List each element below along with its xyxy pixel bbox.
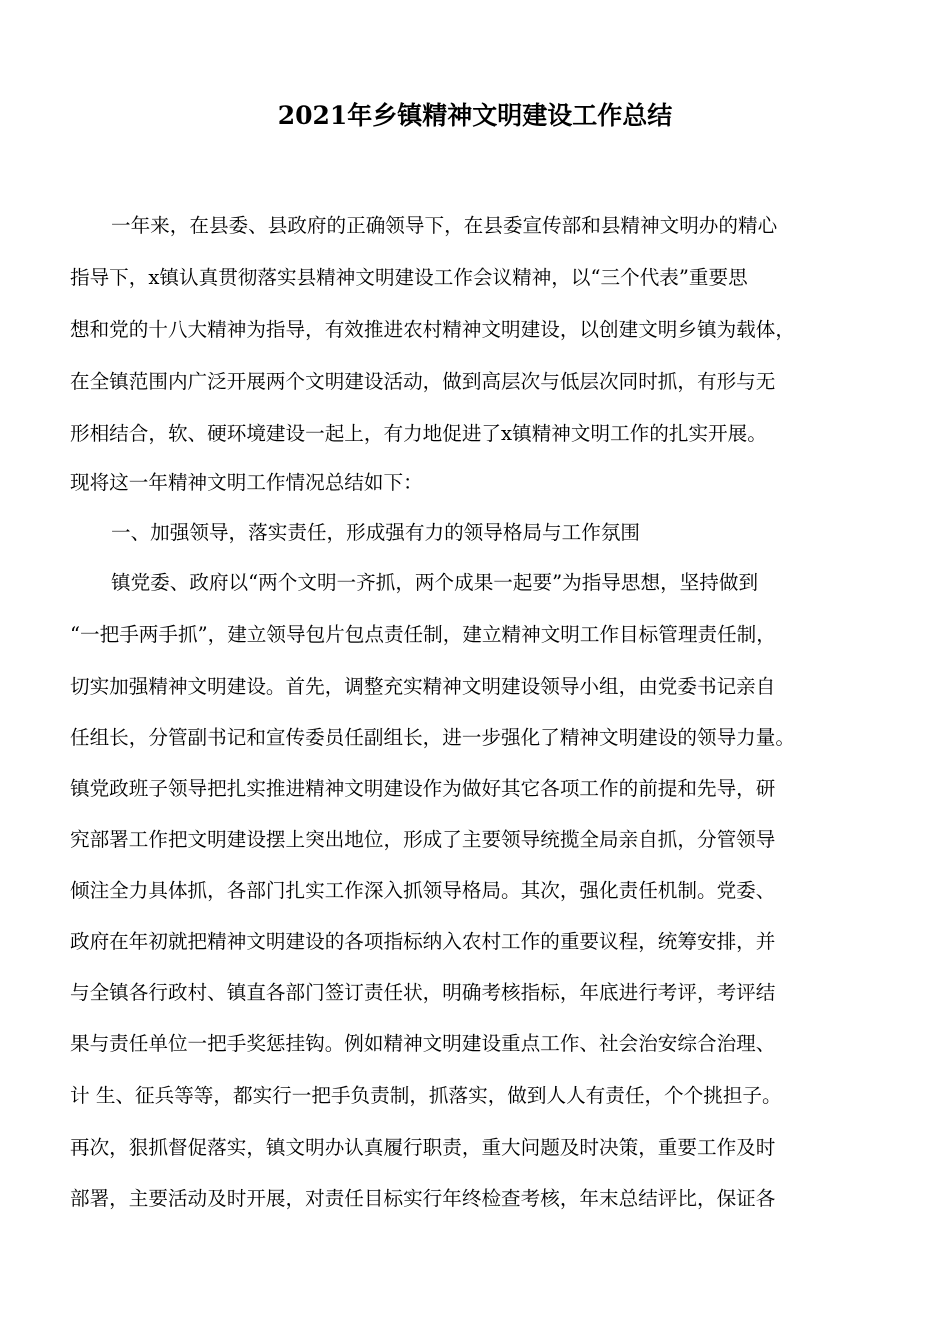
body-line: 倾注全力具体抓，各部门扎实工作深入抓领导格局。其次，强化责任机制。党委、 [70,879,776,902]
section-heading: 一、加强领导，落实责任，形成强有力的领导格局与工作氛围 [111,521,641,544]
body-line: 镇党委、政府以“两个文明一齐抓，两个成果一起要”为指导思想，坚持做到 [111,571,759,594]
body-line: 现将这一年精神文明工作情况总结如下： [70,471,423,494]
body-line: 究部署工作把文明建设摆上突出地位，形成了主要领导统揽全局亲自抓，分管领导 [70,828,776,851]
body-line: 形相结合，软、硬环境建设一起上，有力地促进了x镇精神文明工作的扎实开展。 [70,422,767,445]
body-line: 在全镇范围内广泛开展两个文明建设活动，做到高层次与低层次同时抓，有形与无 [70,370,776,393]
body-line: 切实加强精神文明建设。首先，调整充实精神文明建设领导小组，由党委书记亲自 [70,675,776,698]
body-line: 果与责任单位一把手奖惩挂钩。例如精神文明建设重点工作、社会治安综合治理、 [70,1032,776,1055]
body-line: 想和党的十八大精神为指导，有效推进农村精神文明建设，以创建文明乡镇为载体， [70,318,795,341]
body-line: 镇党政班子领导把扎实推进精神文明建设作为做好其它各项工作的前提和先导，研 [70,777,776,800]
body-line: 指导下，x镇认真贯彻落实县精神文明建设工作会议精神，以“三个代表”重要思 [70,266,748,289]
body-line: 与全镇各行政村、镇直各部门签订责任状，明确考核指标，年底进行考评，考评结 [70,981,776,1004]
document-title: 2021年乡镇精神文明建设工作总结 [277,101,673,130]
body-line: 部署，主要活动及时开展，对责任目标实行年终检查考核，年末总结评比，保证各 [70,1187,776,1210]
body-line: 再次，狠抓督促落实，镇文明办认真履行职责，重大问题及时决策，重要工作及时 [70,1136,776,1159]
body-line: 政府在年初就把精神文明建设的各项指标纳入农村工作的重要议程，统筹安排，并 [70,930,776,953]
body-line: 计 生、征兵等等，都实行一把手负责制，抓落实，做到人人有责任，个个挑担子。 [70,1084,782,1107]
body-line: 任组长，分管副书记和宣传委员任副组长，进一步强化了精神文明建设的领导力量。 [70,726,795,749]
body-line: 一年来，在县委、县政府的正确领导下，在县委宣传部和县精神文明办的精心 [111,214,778,237]
body-line: “一把手两手抓”，建立领导包片包点责任制，建立精神文明工作目标管理责任制， [70,623,776,646]
